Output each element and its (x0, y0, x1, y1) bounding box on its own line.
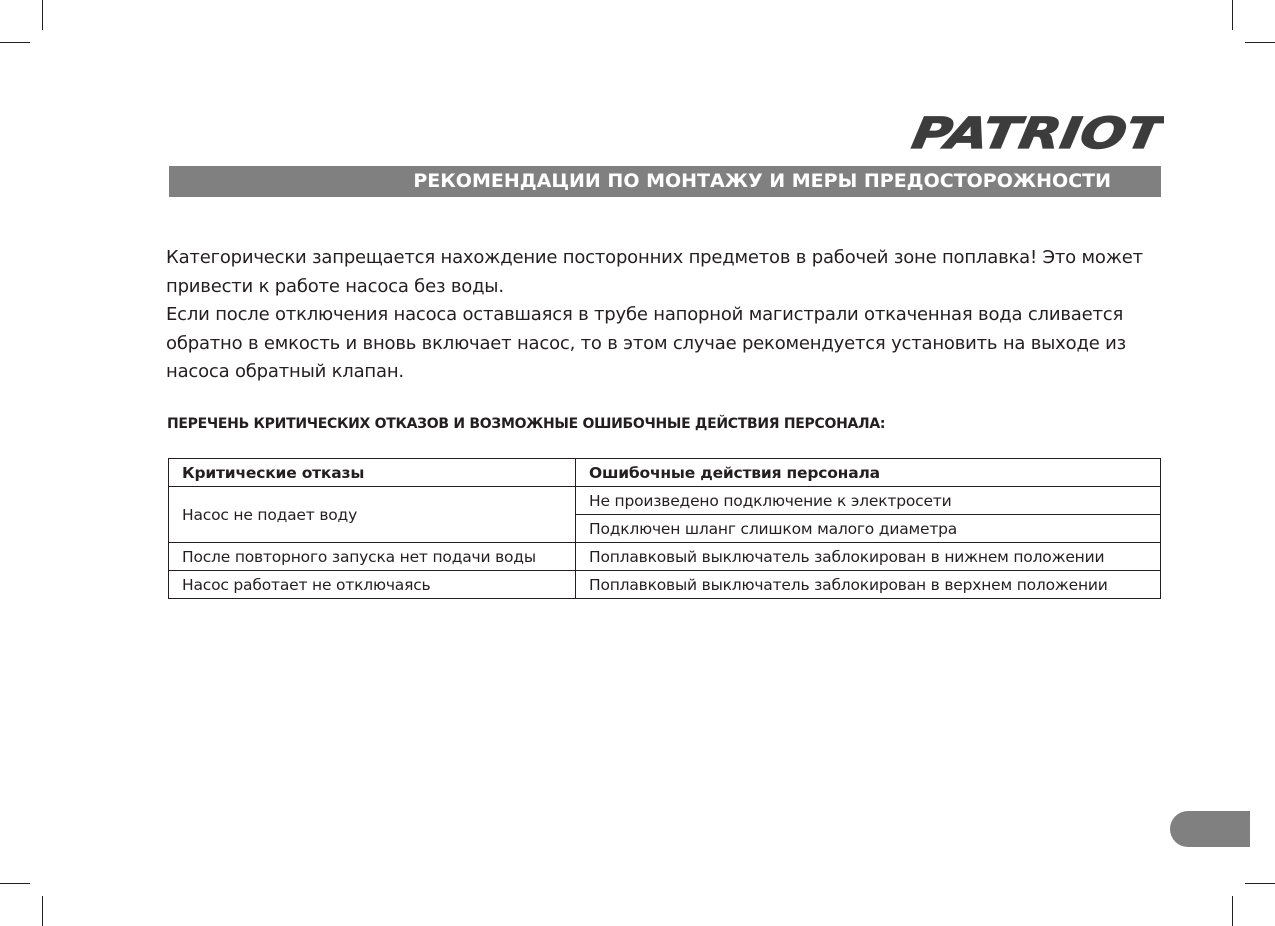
action-cell: Подключен шланг слишком малого диаметра (576, 515, 1161, 543)
crop-mark (1245, 883, 1275, 884)
table-header-row (169, 459, 1161, 487)
fault-cell: Насос не подает воду (169, 487, 576, 543)
page-number-tab (1170, 811, 1250, 847)
crop-mark (1245, 42, 1275, 43)
section-title: РЕКОМЕНДАЦИИ ПО МОНТАЖУ И МЕРЫ ПРЕДОСТОРОЖНОСТИ (169, 166, 1161, 197)
crop-mark (1232, 896, 1233, 926)
action-cell: Поплавковый выключатель заблокирован в нижнем положении (576, 543, 1161, 571)
fault-cell: После повторного запуска нет подачи воды (169, 543, 576, 571)
crop-mark (42, 0, 43, 30)
paragraph: Если после отключения насоса оставшаяся в трубе напорной магистрали откаченная вода сливается обратно в емкость и вновь включает насос, то в этом случае рекомендуется установить на выходе из насоса обратный клапан. (166, 304, 1126, 382)
action-cell: Поплавковый выключатель заблокирован в верхнем положении (576, 571, 1161, 599)
table-row (169, 543, 1161, 571)
paragraph: Категорически запрещается нахождение посторонних предметов в рабочей зоне поплавка! Это может привести к работе насоса без воды. (166, 247, 1143, 297)
table-row (169, 571, 1161, 599)
crop-mark (0, 42, 30, 43)
crop-mark (42, 896, 43, 926)
column-header-actions: Ошибочные действия персонала (576, 459, 1161, 487)
logo-text: PATRIOT (908, 109, 1119, 159)
body-text (166, 244, 1166, 387)
action-cell: Не произведено подключение к электросети (576, 487, 1161, 515)
table-row (169, 487, 1161, 515)
patriot-logo (906, 104, 1164, 160)
failures-subheading: ПЕРЕЧЕНЬ КРИТИЧЕСКИХ ОТКАЗОВ И ВОЗМОЖНЫЕ ОШИБОЧНЫЕ ДЕЙСТВИЯ ПЕРСОНАЛА: (167, 416, 886, 432)
crop-mark (0, 883, 30, 884)
column-header-faults: Критические отказы (169, 459, 576, 487)
failures-table (168, 458, 1161, 599)
fault-cell: Насос работает не отключаясь (169, 571, 576, 599)
crop-mark (1232, 0, 1233, 30)
